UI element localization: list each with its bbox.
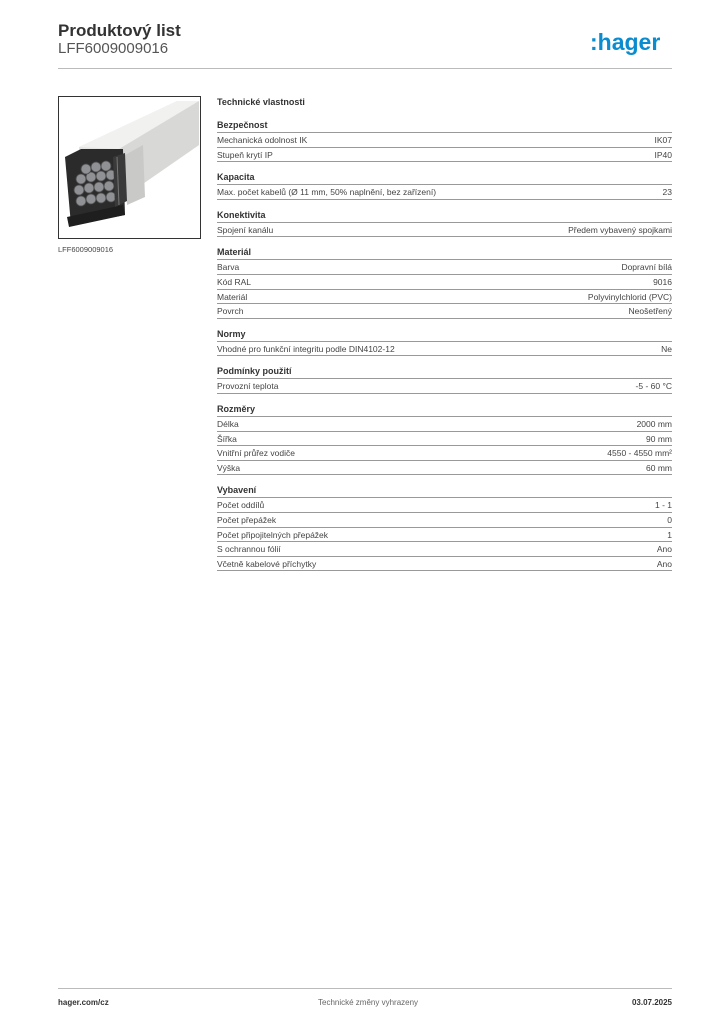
spec-value: IK07 bbox=[654, 135, 672, 145]
spec-row bbox=[217, 379, 672, 394]
hager-logo bbox=[590, 30, 680, 56]
spec-value: 23 bbox=[662, 187, 672, 198]
spec-value: 4550 - 4550 mm² bbox=[607, 448, 672, 459]
spec-value: Dopravní bílá bbox=[621, 262, 672, 273]
technical-properties bbox=[217, 96, 672, 571]
spec-label: Kód RAL bbox=[217, 276, 252, 287]
spec-row bbox=[217, 275, 672, 290]
spec-label: Počet připojitelných přepážek bbox=[217, 529, 329, 540]
spec-value: 1 bbox=[667, 529, 672, 540]
header-divider bbox=[58, 68, 672, 69]
spec-value: 90 mm bbox=[646, 433, 672, 444]
spec-label: Stupeň krytí IP bbox=[217, 149, 273, 160]
spec-section bbox=[217, 171, 672, 200]
spec-row bbox=[217, 417, 672, 432]
section-title: Materiál bbox=[217, 246, 672, 260]
spec-row bbox=[217, 185, 672, 200]
spec-value: -5 - 60 °C bbox=[635, 381, 672, 392]
spec-value: Ne bbox=[661, 343, 672, 354]
footer-notice: Technické změny vyhrazeny bbox=[318, 998, 419, 1007]
spec-section bbox=[217, 403, 672, 475]
section-title: Vybavení bbox=[217, 484, 672, 498]
spec-section bbox=[217, 484, 672, 571]
spec-row bbox=[217, 542, 672, 557]
logo-text: :hager bbox=[590, 30, 661, 55]
spec-section bbox=[217, 328, 672, 357]
spec-label: Povrch bbox=[217, 306, 244, 317]
spec-row bbox=[217, 260, 672, 275]
spec-row bbox=[217, 432, 672, 447]
spec-section bbox=[217, 246, 672, 318]
spec-value: IP40 bbox=[654, 149, 672, 160]
spec-label: Barva bbox=[217, 262, 240, 273]
product-image bbox=[58, 96, 201, 239]
spec-label: Mechanická odolnost IK bbox=[217, 135, 308, 145]
spec-label: Spojení kanálu bbox=[217, 224, 274, 235]
spec-value: Polyvinylchlorid (PVC) bbox=[587, 291, 672, 302]
section-title: Rozměry bbox=[217, 403, 672, 417]
spec-label: Výška bbox=[217, 462, 241, 473]
spec-row bbox=[217, 461, 672, 476]
spec-row bbox=[217, 498, 672, 513]
spec-row bbox=[217, 528, 672, 543]
spec-section bbox=[217, 365, 672, 394]
spec-label: S ochrannou fólií bbox=[217, 544, 281, 555]
spec-row bbox=[217, 513, 672, 528]
spec-label: Počet přepážek bbox=[217, 514, 277, 525]
specs-title: Technické vlastnosti bbox=[217, 97, 305, 107]
spec-section bbox=[217, 209, 672, 238]
spec-sections bbox=[217, 119, 672, 571]
spec-row bbox=[217, 290, 672, 305]
spec-value: Neošetřený bbox=[628, 306, 672, 317]
cable-trunking-illustration bbox=[59, 97, 200, 238]
spec-row bbox=[217, 446, 672, 461]
spec-label: Materiál bbox=[217, 291, 248, 302]
spec-label: Max. počet kabelů (Ø 11 mm, 50% naplnění, bez zařízení) bbox=[217, 187, 437, 198]
spec-row bbox=[217, 342, 672, 357]
spec-row bbox=[217, 557, 672, 572]
product-code: LFF6009009016 bbox=[58, 40, 169, 57]
footer-date: 03.07.2025 bbox=[631, 998, 672, 1007]
spec-label: Včetně kabelové příchytky bbox=[217, 558, 317, 569]
section-title: Bezpečnost bbox=[217, 119, 672, 133]
spec-row bbox=[217, 133, 672, 148]
spec-value: Předem vybavený spojkami bbox=[568, 224, 672, 235]
spec-label: Počet oddílů bbox=[217, 500, 265, 511]
section-title: Konektivita bbox=[217, 209, 672, 223]
product-caption: LFF6009009016 bbox=[58, 245, 114, 254]
spec-value: 60 mm bbox=[646, 462, 672, 473]
section-title: Normy bbox=[217, 328, 672, 342]
spec-row bbox=[217, 148, 672, 163]
spec-value: 2000 mm bbox=[636, 418, 672, 429]
spec-label: Vnitřní průřez vodiče bbox=[217, 448, 295, 459]
spec-label: Délka bbox=[217, 418, 239, 429]
section-title: Kapacita bbox=[217, 171, 672, 185]
spec-row bbox=[217, 304, 672, 319]
page-title: Produktový list bbox=[58, 21, 181, 40]
spec-value: Ano bbox=[656, 558, 672, 569]
spec-label: Provozní teplota bbox=[217, 381, 279, 392]
spec-value: 9016 bbox=[653, 276, 672, 287]
spec-value: 0 bbox=[667, 514, 672, 525]
footer-website[interactable]: hager.com/cz bbox=[58, 998, 109, 1007]
spec-label: Vhodné pro funkční integritu podle DIN4102-12 bbox=[217, 343, 395, 354]
spec-value: 1 - 1 bbox=[654, 500, 672, 511]
spec-value: Ano bbox=[656, 544, 672, 555]
spec-row bbox=[217, 223, 672, 238]
spec-section bbox=[217, 119, 672, 162]
spec-label: Šířka bbox=[217, 433, 237, 444]
section-title: Podmínky použití bbox=[217, 365, 672, 379]
footer-divider bbox=[58, 988, 672, 989]
